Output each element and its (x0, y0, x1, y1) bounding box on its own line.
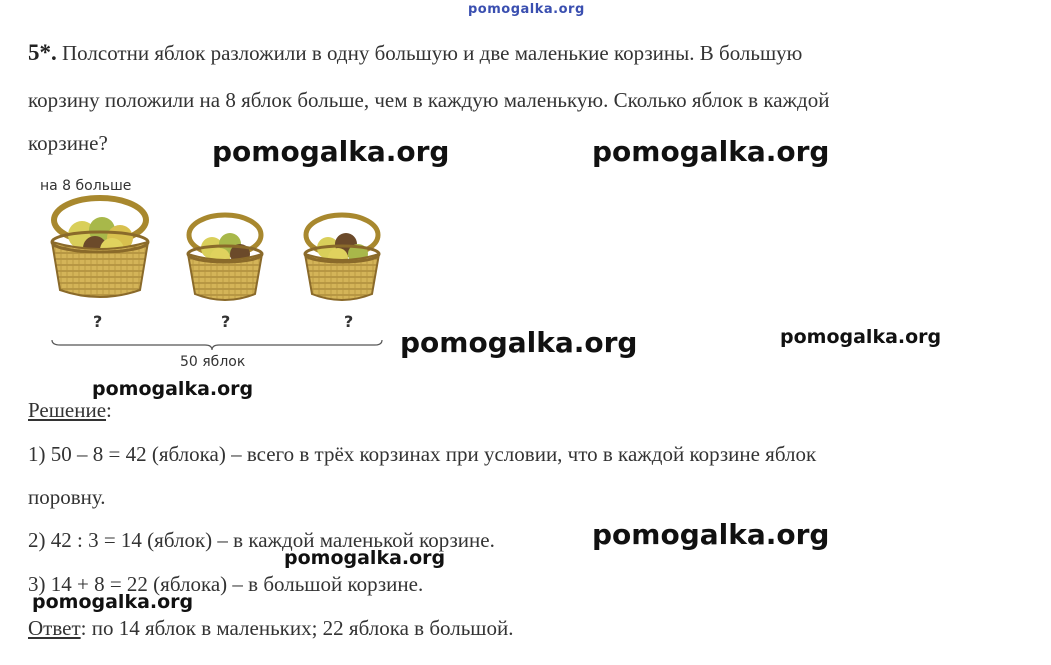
watermark: pomogalka.org (32, 591, 194, 613)
solution-heading-colon: : (106, 398, 112, 422)
watermark: pomogalka.org (92, 378, 254, 400)
top-watermark: pomogalka.org (468, 2, 585, 17)
watermark: pomogalka.org (592, 135, 830, 168)
step-1-line-2: поровну. (28, 485, 106, 509)
step-2: 2) 42 : 3 = 14 (яблок) – в каждой маленькой корзине. (28, 528, 495, 552)
problem-line-2: корзину положили на 8 яблок больше, чем в каждую маленькую. Сколько яблок в каждой (28, 88, 830, 112)
baskets-illustration (40, 190, 400, 370)
answer-line (28, 616, 513, 641)
problem-text-1: Полсотни яблок разложили в одну большую и две маленькие корзины. В большую (62, 41, 803, 65)
watermark: pomogalka.org (780, 326, 942, 348)
step-3: 3) 14 + 8 = 22 (яблока) – в большой корзине. (28, 572, 424, 596)
problem-line-1 (28, 40, 802, 66)
basket-small-1 (188, 215, 262, 300)
answer-label: Ответ (28, 616, 81, 640)
problem-number: 5*. (28, 40, 57, 65)
basket-small-2 (305, 215, 379, 300)
solution-heading-text: Решение (28, 398, 107, 422)
total-label: 50 яблок (180, 354, 246, 370)
watermark: pomogalka.org (212, 135, 450, 168)
basket-big (52, 198, 148, 297)
total-brace (52, 340, 382, 350)
watermark: pomogalka.org (284, 547, 446, 569)
question-mark-small-2: ? (344, 312, 354, 331)
solution-heading (28, 398, 112, 423)
step-1-line-1: 1) 50 – 8 = 42 (яблока) – всего в трёх корзинах при условии, что в каждой корзине яблок (28, 442, 817, 466)
watermark: pomogalka.org (592, 518, 830, 551)
watermark: pomogalka.org (400, 326, 638, 359)
label-more: на 8 больше (40, 178, 132, 194)
question-mark-small-1: ? (221, 312, 231, 331)
answer-text: : по 14 яблок в маленьких; 22 яблока в большой. (80, 616, 514, 640)
question-mark-big: ? (93, 312, 103, 331)
problem-line-3: корзине? (28, 131, 108, 155)
